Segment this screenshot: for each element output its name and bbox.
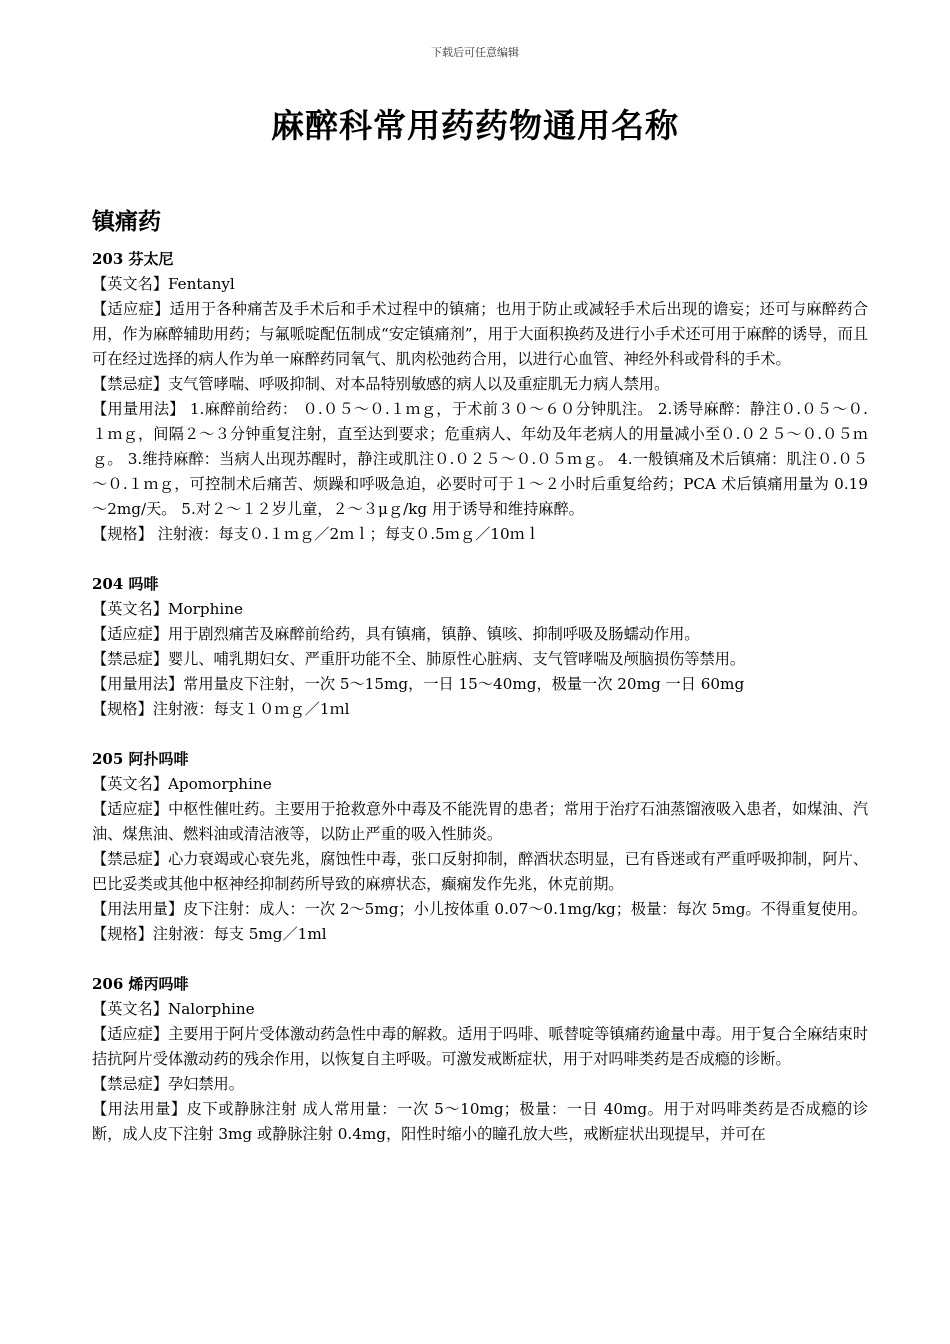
drug-field-text: 注射液：每支０.１ｍｇ／2ｍｌ；每支０.5ｍｇ／10ｍｌ [152,525,541,543]
drug-field-label: 【用法用量】 [92,1100,187,1118]
document-body [92,205,868,1172]
drug-field-text: 中枢性催吐药。主要用于抢救意外中毒及不能洗胃的患者；常用于治疗石油蒸馏液吸入患者，如煤油、汽油、煤焦油、燃料油或清洁液等，以防止严重的吸入性肺炎。 [92,800,869,843]
drug-field-label: 【禁忌症】 [92,1075,168,1093]
drug-field [92,647,868,672]
drug-field-label: 【用量用法】 [92,400,185,418]
drug-field-label: 【英文名】 [92,1000,168,1018]
drug-field [92,597,868,622]
drug-field-text: Fentanyl [167,275,235,293]
drug-field [92,1022,868,1072]
drug-field-text: 适用于各种痛苦及手术后和手术过程中的镇痛；也用于防止或减轻手术后出现的谵妄；还可与麻醉药合用，作为麻醉辅助用药；与氟哌啶配伍制成“安定镇痛剂”，用于大面积换药及进行小手术还可用于麻醉的诱导，而且可在经过选择的病人作为单一麻醉药同氧气、肌肉松弛药合用，以进行心血管、神经外科或骨科的手术。 [92,300,869,368]
drug-field [92,372,868,397]
drug-field-text: 注射液：每支 5mg／1ml [152,925,327,943]
drug-field-text: 常用量皮下注射，一次 5～15mg，一日 15～40mg，极量一次 20mg 一日 60mg [183,675,745,693]
drug-field-text: 用于剧烈痛苦及麻醉前给药，具有镇痛，镇静、镇咳、抑制呼吸及肠蠕动作用。 [167,625,700,643]
drug-field [92,772,868,797]
drug-field [92,297,868,372]
drug-entry [92,572,868,722]
drug-field-text: Nalorphine [167,1000,255,1018]
drug-field-text: 心力衰竭或心衰先兆，腐蚀性中毒，张口反射抑制，醉酒状态明显，已有昏迷或有严重呼吸抑制，阿片、巴比妥类或其他中枢神经抑制药所导致的麻痹状态，癫痫发作先兆，休克前期。 [92,850,869,893]
drug-field [92,272,868,297]
drug-field [92,922,868,947]
drug-field-label: 【适应症】 [92,300,170,318]
drug-field-text: Apomorphine [167,775,272,793]
drug-field-label: 【禁忌症】 [92,375,168,393]
drug-field [92,1072,868,1097]
drug-field-text: 1.麻醉前给药： ０.０５～０.１ｍｇ，于术前３０～６０分钟肌注。 2.诱导麻醉：静注０.０５～０.１ｍｇ，间隔２～３分钟重复注射，直至达到要求；危重病人、年幼及年老病人的用量减小至０.０２５～０.０５ｍｇ。 3.维持麻醉：当病人出现苏醒时，静注或肌注０.０２５～０.０５ｍｇ。 4.一般镇痛及术后镇痛：肌注０.０５～０.１ｍｇ，可控制术后痛苦、烦躁和呼吸急迫，必要时可于１～２小时后重复给药；PCA 术后镇痛用量为 0.19～2mg/天。 5.对２～１２岁儿童，２～３μｇ/kg 用于诱导和维持麻醉。 [92,400,868,518]
drug-field-label: 【英文名】 [92,775,168,793]
drug-field-text: Morphine [167,600,244,618]
drug-field [92,622,868,647]
drug-list [92,247,868,1147]
drug-field [92,797,868,847]
drug-field-label: 【用量用法】 [92,675,184,693]
drug-field-label: 【适应症】 [92,1025,169,1043]
drug-title: 203 芬太尼 [92,250,174,268]
drug-field [92,522,868,547]
drug-field-text: 皮下注射：成人：一次 2～5mg；小儿按体重 0.07～0.1mg/kg；极量：每次 5mg。不得重复使用。 [183,900,867,918]
drug-field-text: 主要用于阿片受体激动药急性中毒的解救。适用于吗啡、哌替啶等镇痛药逾量中毒。用于复合全麻结束时拮抗阿片受体激动药的残余作用，以恢复自主呼吸。可激发戒断症状，用于对吗啡类药是否成瘾的诊断。 [92,1025,869,1068]
drug-field-label: 【英文名】 [92,600,168,618]
drug-field-text: 皮下或静脉注射 成人常用量：一次 5～10mg；极量：一日 40mg。用于对吗啡类药是否成瘾的诊断，成人皮下注射 3mg 或静脉注射 0.4mg，阳性时缩小的瞳孔放大些，戒断症状出现提早，并可在 [92,1100,869,1143]
drug-field-text: 支气管哮喘、呼吸抑制、对本品特别敏感的病人以及重症肌无力病人禁用。 [167,375,670,393]
drug-field [92,997,868,1022]
drug-field-label: 【规格】 [92,925,153,943]
drug-title: 204 吗啡 [92,575,159,593]
drug-field [92,397,868,522]
drug-field-label: 【禁忌症】 [92,650,168,668]
drug-entry [92,972,868,1147]
drug-title: 205 阿扑吗啡 [92,750,189,768]
drug-field-label: 【规格】 [92,700,153,718]
drug-field-label: 【规格】 [92,525,153,543]
drug-title: 206 烯丙吗啡 [92,975,189,993]
drug-entry [92,247,868,547]
drug-field-label: 【英文名】 [92,275,168,293]
drug-field-text: 婴儿、哺乳期妇女、严重肝功能不全、肺原性心脏病、支气管哮喘及颅脑损伤等禁用。 [167,650,746,668]
drug-entry [92,747,868,947]
drug-field-label: 【禁忌症】 [92,850,169,868]
drug-field-text: 孕妇禁用。 [167,1075,244,1093]
drug-field-label: 【用法用量】 [92,900,184,918]
drug-field-label: 【适应症】 [92,625,168,643]
drug-field-label: 【适应症】 [92,800,169,818]
drug-field [92,1097,868,1147]
drug-field [92,697,868,722]
page-header-note: 下载后可任意编辑 [431,46,519,59]
drug-field [92,847,868,897]
drug-field [92,897,868,922]
section-heading: 镇痛药 [92,208,161,235]
drug-field [92,672,868,697]
drug-field-text: 注射液：每支１０ｍｇ／1ｍl [152,700,350,718]
document-title: 麻醉科常用药药物通用名称 [271,106,679,145]
